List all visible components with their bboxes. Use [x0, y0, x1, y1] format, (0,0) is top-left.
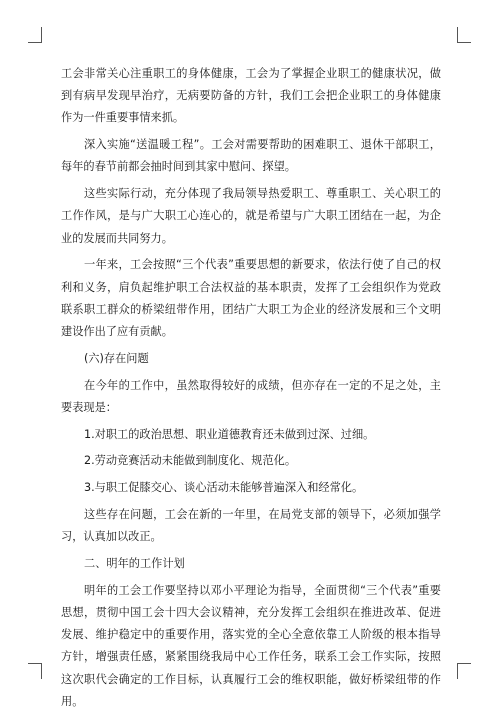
- paragraph-shortcomings-intro: 在今年的工作中，虽然取得较好的成绩，但亦存在一定的不足之处，主要表现是：: [61, 378, 441, 414]
- crop-mark-top-right: [457, 27, 471, 43]
- section-heading-next-year-plan: 二、明年的工作计划: [84, 557, 185, 570]
- paragraph-next-year-plan: 明年的工会工作要坚持以邓小平理论为指导，全面贯彻“三个代表”重要思想，贯彻中国工会十四大会议精神，充分发挥工会组织在推进改革、促进发展、维护稳定中的重要作用，落实党的全心全意依靠工人阶级的根本指导方针，增强责任感，紧紧围绕我局中心工作任务，联系工会工作实际，按照这次职代会确定的工作目标，认真履行工会的维权职能，做好桥梁纽带的作用。: [61, 583, 441, 708]
- paragraph-leadership-style: 这些实际行动，充分体现了我局领导热爱职工、尊重职工、关心职工的工作作风，是与广大职工心连心的，就是希望与广大职工团结在一起，为企业的发展而共同努力。: [61, 187, 441, 245]
- list-item-1: 1.对职工的政治思想、职业道德教育还未做到过深、过细。: [84, 427, 375, 441]
- paragraph-annual-summary: 一年来，工会按照“三个代表”重要思想的新要求，依法行使了自己的权利和义务，肩负起维护职工合法权益的基本职责，发挥了工会组织作为党政联系职工群众的桥梁纽带作用，团结广大职工为企业的经济发展和三个文明建设作出了应有贡献。: [61, 258, 441, 339]
- paragraph-health-care: 工会非常关心注重职工的身体健康，工会为了掌握企业职工的健康状况，做到有病早发现早治疗，无病要防备的方针，我们工会把企业职工的身体健康作为一件重要事情来抓。: [61, 67, 441, 125]
- list-item-2: 2.劳动竞赛活动未能做到制度化、规范化。: [84, 454, 297, 468]
- crop-mark-top-left: [28, 27, 42, 43]
- crop-mark-bottom-left: [28, 663, 42, 679]
- crop-mark-bottom-right: [457, 663, 471, 679]
- paragraph-improvement: 这些存在问题，工会在新的一年里，在局党支部的领导下，必须加强学习，认真加以改正。: [61, 508, 441, 544]
- paragraph-warmth-project: 深入实施“送温暖工程”。工会对需要帮助的困难职工、退休干部职工，每年的春节前都会抽时间到其家中慰问、探望。: [61, 138, 441, 174]
- list-item-3: 3.与职工促膝交心、谈心活动未能够普遍深入和经常化。: [84, 481, 364, 495]
- document-body: [61, 63, 441, 718]
- section-heading-problems: (六)存在问题: [84, 351, 149, 365]
